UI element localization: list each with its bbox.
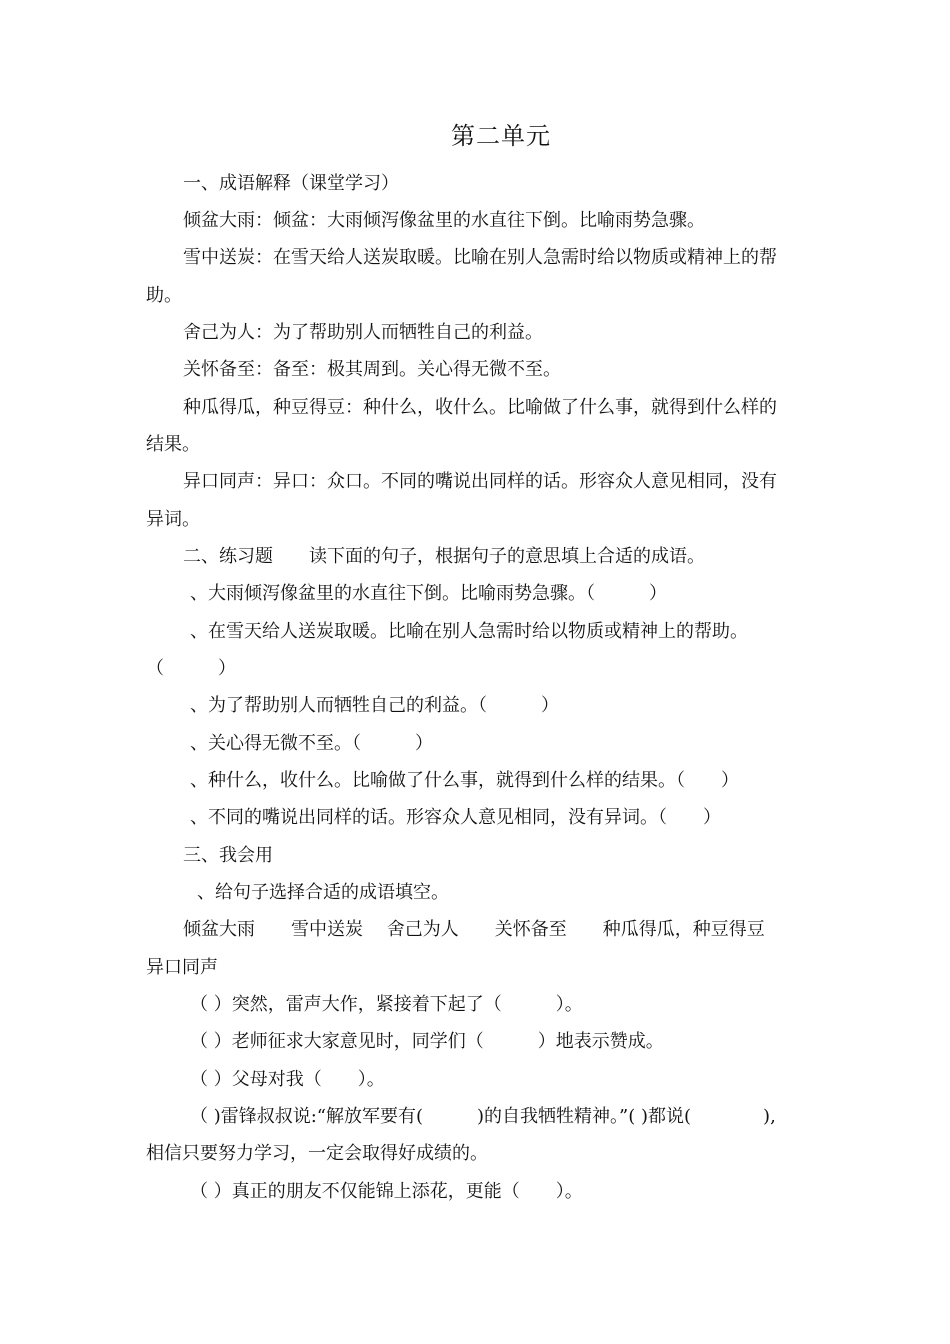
- exercise-item: 、为了帮助别人而牺牲自己的利益。（ ）: [190, 695, 559, 716]
- exercise-item-continued: （ ）: [146, 658, 236, 679]
- idiom-entry: 舍己为人：为了帮助别人而牺牲自己的利益。: [183, 322, 543, 343]
- section3-instruction: 、给句子选择合适的成语填空。: [197, 882, 449, 903]
- section3-heading: 三、我会用: [183, 845, 273, 866]
- fill-sentence-continued: 相信只要努力学习，一定会取得好成绩的。: [146, 1143, 488, 1164]
- fill-sentence: （ ）老师征求大家意见时，同学们（ ）地表示赞成。: [190, 1031, 664, 1052]
- idiom-entry: 异口同声：异口：众口。不同的嘴说出同样的话。形容众人意见相同，没有: [183, 471, 777, 492]
- word-bank: 倾盆大雨 雪中送炭 舍己为人 关怀备至 种瓜得瓜，种豆得豆: [183, 919, 765, 940]
- idiom-entry: 倾盆大雨：倾盆：大雨倾泻像盆里的水直往下倒。比喻雨势急骤。: [183, 210, 705, 231]
- idiom-entry-continued: 异词。: [146, 509, 200, 530]
- idiom-entry-continued: 助。: [146, 285, 182, 306]
- word-bank-continued: 异口同声: [146, 957, 218, 978]
- fill-sentence: （ ）真正的朋友不仅能锦上添花，更能（ ）。: [190, 1181, 583, 1202]
- idiom-entry: 关怀备至：备至：极其周到。关心得无微不至。: [183, 359, 561, 380]
- exercise-item: 、关心得无微不至。（ ）: [190, 733, 433, 754]
- exercise-item: 、不同的嘴说出同样的话。形容众人意见相同，没有异词。（ ）: [190, 807, 721, 828]
- fill-sentence: （ ）突然，雷声大作，紧接着下起了（ ）。: [190, 994, 583, 1015]
- idiom-entry: 雪中送炭：在雪天给人送炭取暖。比喻在别人急需时给以物质或精神上的帮: [183, 247, 777, 268]
- fill-sentence: （ ）父母对我（ ）。: [190, 1069, 385, 1090]
- fill-sentence: （ )雷锋叔叔说:“解放军要有( )的自我牺牲精神。”( )都说( ),: [190, 1106, 776, 1127]
- idiom-entry: 种瓜得瓜，种豆得豆：种什么，收什么。比喻做了什么事，就得到什么样的: [183, 397, 777, 418]
- exercise-item: 、大雨倾泻像盆里的水直往下倒。比喻雨势急骤。（ ）: [190, 583, 667, 604]
- section2-heading: 二、练习题 读下面的句子，根据句子的意思填上合适的成语。: [183, 546, 705, 567]
- page-title: 第二单元: [451, 122, 551, 150]
- idiom-entry-continued: 结果。: [146, 434, 200, 455]
- exercise-item: 、在雪天给人送炭取暖。比喻在别人急需时给以物质或精神上的帮助。: [190, 621, 748, 642]
- section1-heading: 一、成语解释（课堂学习）: [183, 173, 399, 194]
- exercise-item: 、种什么，收什么。比喻做了什么事，就得到什么样的结果。（ ）: [190, 770, 739, 791]
